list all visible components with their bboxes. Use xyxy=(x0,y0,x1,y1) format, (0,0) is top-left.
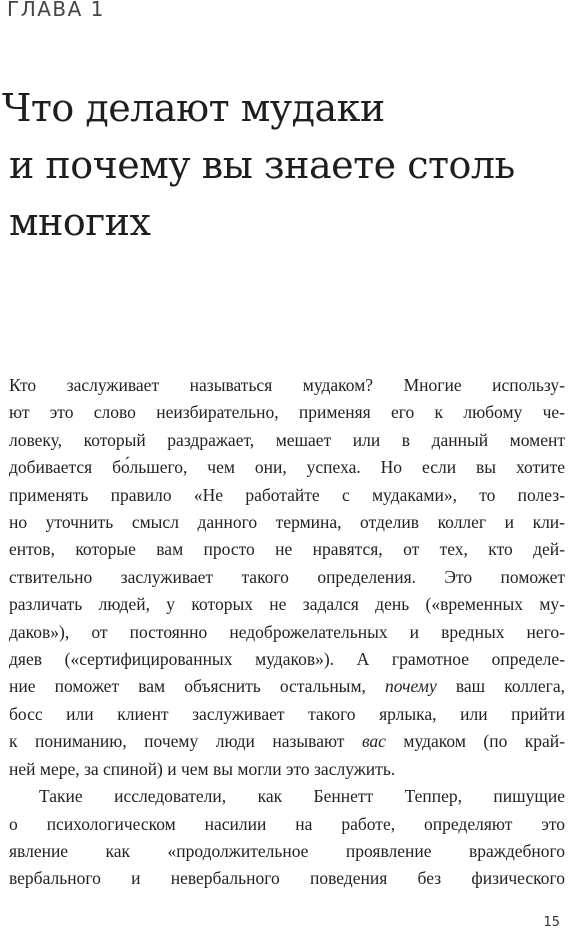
text-run: ваш коллега, xyxy=(436,676,565,697)
text-run: ние поможет вам объяснить остальным, xyxy=(9,676,386,697)
emphasis: почему xyxy=(385,676,437,697)
text-line: Такие исследователи, как Беннетт Теппер, пишущие xyxy=(39,786,565,807)
text-line: даков»), от постоянно недоброжелательных и вредных него- xyxy=(9,621,565,642)
text-line: ют это слово неизбирательно, применяя его к любому че- xyxy=(9,402,565,423)
chapter-label: ГЛАВА 1 xyxy=(7,0,105,21)
text-line: но уточнить смысл данного термина, отделив коллег и кли- xyxy=(9,512,565,533)
text-line: ловеку, который раздражает, мешает или в данный момент xyxy=(9,429,565,450)
emphasis: вас xyxy=(361,731,386,752)
text-line: ней мере, за спиной) и чем вы могли это заслужить. xyxy=(9,758,396,779)
text-line: различать людей, у которых не задался день («временных му- xyxy=(9,594,565,615)
text-line: вербального и невербального поведения без физического xyxy=(9,868,565,889)
chapter-title-line: Что делают мудаки xyxy=(2,86,385,130)
chapter-title-line: многих xyxy=(9,200,151,244)
text-line: применять правило «Не работайте с мудаками», то полез- xyxy=(9,484,565,505)
text-line: Кто заслуживает называться мудаком? Многие использу- xyxy=(9,375,565,395)
text-run: к пониманию, почему люди называют xyxy=(9,731,362,752)
text-line xyxy=(9,728,565,755)
text-line: явление как «продолжительное проявление враждебного xyxy=(9,840,565,861)
page-number: 15 xyxy=(543,915,560,930)
chapter-title-line: и почему вы знаете столь xyxy=(9,143,515,187)
text-line: добивается бо́льшего, чем они, успеха. Но если вы хотите xyxy=(9,457,565,478)
text-run: мудаком (по край- xyxy=(385,731,565,752)
text-line: о психологическом насилии на работе, определяют это xyxy=(9,813,565,834)
paragraph xyxy=(9,783,565,893)
text-line: ствительно заслуживает такого определения. Это поможет xyxy=(9,566,565,587)
paragraph xyxy=(9,372,565,783)
body-text xyxy=(9,372,565,893)
text-line: ентов, которые вам просто не нравятся, от тех, кто дей- xyxy=(9,539,565,560)
chapter-title xyxy=(0,80,560,251)
text-line: босс или клиент заслуживает такого ярлыка, или прийти xyxy=(9,703,565,724)
text-line xyxy=(9,673,565,700)
text-line: дяев («сертифицированных мудаков»). А грамотное определе- xyxy=(9,649,565,670)
